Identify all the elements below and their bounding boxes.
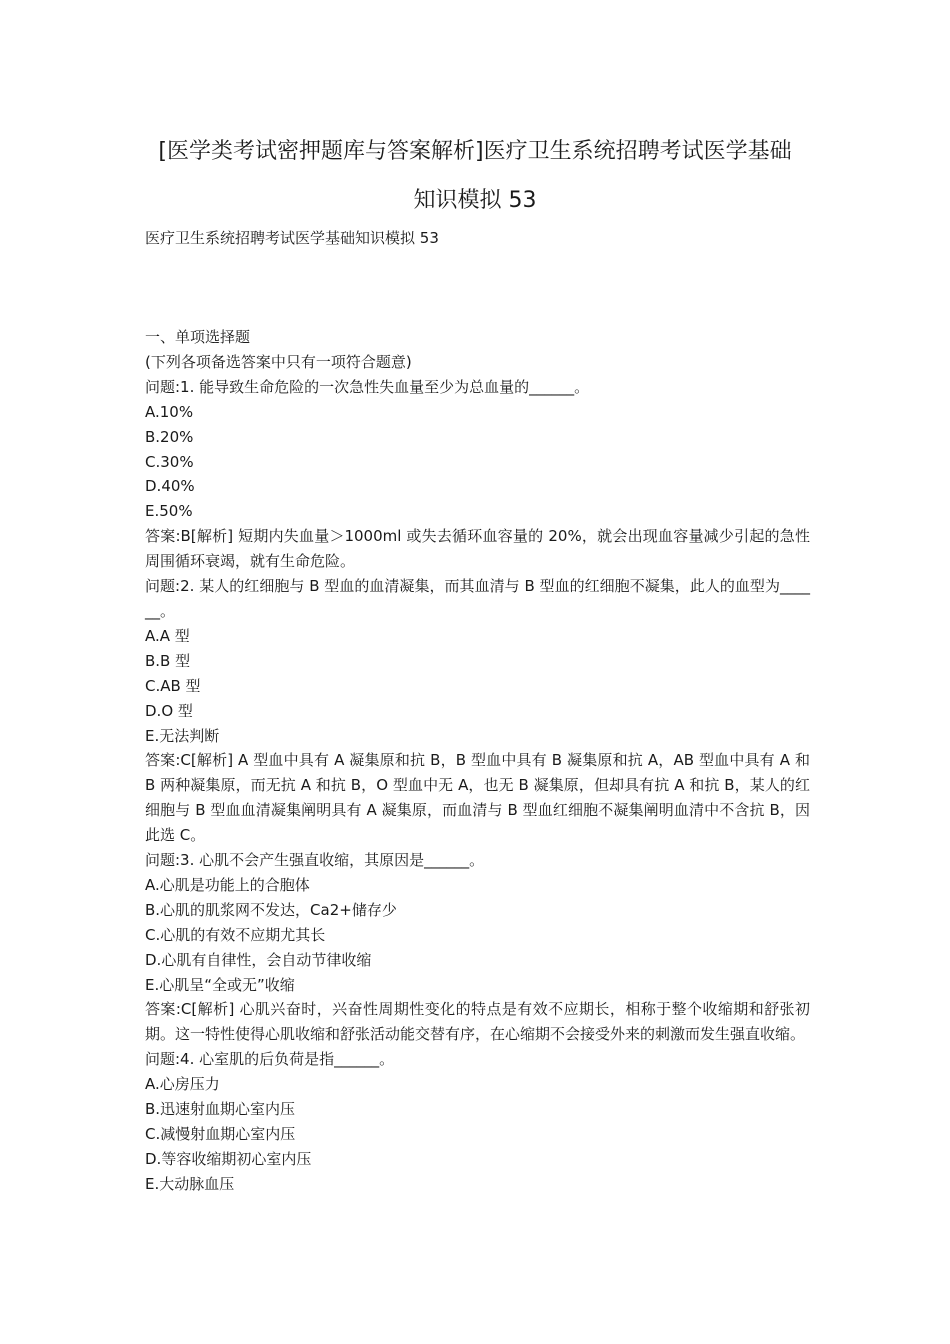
question-4-option-d: D.等容收缩期初心室内压	[145, 1149, 312, 1168]
question-1-option-b: B.20%	[145, 427, 194, 446]
document-body	[145, 325, 810, 1197]
question-2-option-e: E.无法判断	[145, 726, 220, 745]
question-4-option-a: A.心房压力	[145, 1075, 220, 1094]
question-2-option-d: D.O 型	[145, 701, 193, 720]
question-2-stem: 问题:2. 某人的红细胞与 B 型血的血清凝集，而其血清与 B 型血的红细胞不凝集，此人的血型为______。	[145, 577, 810, 620]
question-3-option-b: B.心肌的肌浆网不发达，Ca2+储存少	[145, 900, 397, 919]
section-instruction: (下列各项备选答案中只有一项符合题意)	[145, 352, 412, 371]
question-2-option-a: A.A 型	[145, 626, 190, 645]
question-4-option-b: B.迅速射血期心室内压	[145, 1100, 296, 1119]
question-3-option-d: D.心肌有自律性，会自动节律收缩	[145, 950, 372, 969]
question-4-stem: 问题:4. 心室肌的后负荷是指______。	[145, 1050, 395, 1069]
question-1-option-a: A.10%	[145, 402, 194, 421]
question-1-option-e: E.50%	[145, 502, 193, 521]
question-3-stem: 问题:3. 心肌不会产生强直收缩，其原因是______。	[145, 851, 485, 870]
question-3-option-c: C.心肌的有效不应期尤其长	[145, 925, 326, 944]
section-heading: 一、单项选择题	[145, 328, 251, 346]
question-3-option-a: A.心肌是功能上的合胞体	[145, 875, 310, 894]
document-title-line-1: [医学类考试密押题库与答案解析]医疗卫生系统招聘考试医学基础	[158, 139, 792, 164]
question-3-answer: 答案:C[解析] 心肌兴奋时，兴奋性周期性变化的特点是有效不应期长，相称于整个收缩期和舒张初期。这一特性使得心肌收缩和舒张活动能交替有序，在心缩期不会接受外来的刺激而发生强直收缩。	[145, 1000, 810, 1044]
question-4-option-c: C.减慢射血期心室内压	[145, 1125, 296, 1143]
question-3-option-e: E.心肌呈“全或无”收缩	[145, 975, 295, 994]
document-title-line-2: 知识模拟 53	[413, 188, 537, 213]
question-2-option-c: C.AB 型	[145, 676, 201, 695]
question-2-answer: 答案:C[解析] A 型血中具有 A 凝集原和抗 B，B 型血中具有 B 凝集原和抗 A，AB 型血中具有 A 和 B 两种凝集原，而无抗 A 和抗 B，O 型血中无 A，也无 B 凝集原，但却具有抗 A 和抗 B，某人的红细胞与 B 型血血清凝集阐明具有 A 凝集原，而血清与 B 型血红细胞不凝集阐明血清中不含抗 B，因此选 C。	[145, 751, 810, 845]
question-1-stem: 问题:1. 能导致生命危险的一次急性失血量至少为总血量的______。	[145, 377, 590, 396]
question-1-option-c: C.30%	[145, 452, 194, 471]
question-2-option-b: B.B 型	[145, 651, 191, 670]
question-1-answer: 答案:B[解析] 短期内失血量＞1000ml 或失去循环血容量的 20%，就会出现血容量减少引起的急性周围循环衰竭，就有生命危险。	[145, 527, 810, 571]
question-4-option-e: E.大动脉血压	[145, 1174, 235, 1193]
question-1-option-d: D.40%	[145, 477, 195, 496]
document-subtitle: 医疗卫生系统招聘考试医学基础知识模拟 53	[145, 229, 439, 247]
